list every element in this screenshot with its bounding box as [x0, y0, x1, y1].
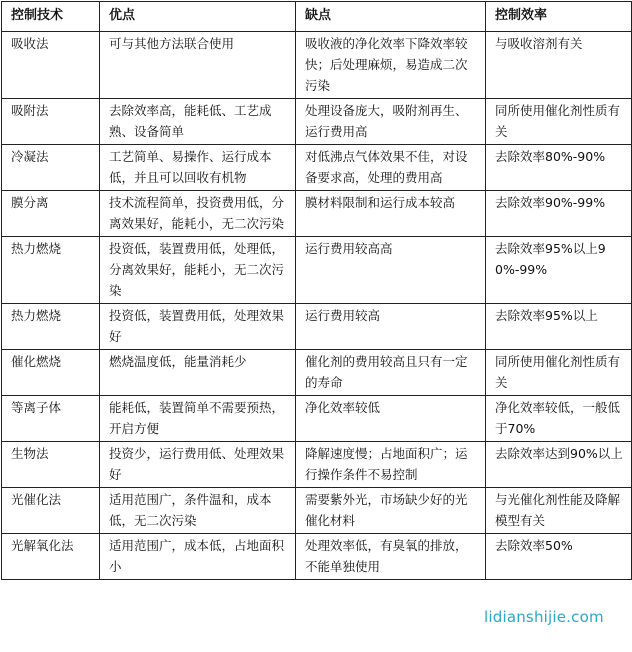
row-cons-cell: 需要紫外光，市场缺少好的光催化材料 — [296, 488, 486, 534]
watermark-text: lidianshijie.com — [484, 608, 604, 626]
table-row — [2, 32, 632, 99]
row-tech-cell: 吸附法 — [2, 99, 100, 145]
header-row — [2, 2, 632, 32]
row-tech-cell: 吸收法 — [2, 32, 100, 99]
row-efficiency-cell: 去除效率50% — [486, 534, 632, 580]
row-efficiency-cell: 去除效率90%-99% — [486, 191, 632, 237]
row-efficiency-cell: 净化效率较低，一般低于70% — [486, 396, 632, 442]
row-cons-cell: 降解速度慢；占地面积广；运行操作条件不易控制 — [296, 442, 486, 488]
row-cons-cell: 对低沸点气体效果不佳，对设备要求高，处理的费用高 — [296, 145, 486, 191]
row-cons-cell: 处理设备庞大，吸附剂再生、运行费用高 — [296, 99, 486, 145]
row-tech-cell: 等离子体 — [2, 396, 100, 442]
header-pros: 优点 — [100, 2, 296, 32]
row-pros-cell: 投资少，运行费用低、处理效果好 — [100, 442, 296, 488]
row-tech-cell: 生物法 — [2, 442, 100, 488]
row-tech-cell: 催化燃烧 — [2, 350, 100, 396]
row-pros-cell: 投资低，装置费用低，处理低，分离效果好，能耗小，无二次污染 — [100, 237, 296, 304]
row-pros-cell: 可与其他方法联合使用 — [100, 32, 296, 99]
row-efficiency-cell: 去除效率达到90%以上 — [486, 442, 632, 488]
row-cons-cell: 净化效率较低 — [296, 396, 486, 442]
row-pros-cell: 技术流程简单，投资费用低，分离效果好，能耗小，无二次污染 — [100, 191, 296, 237]
row-pros-cell: 适用范围广，条件温和，成本低，无二次污染 — [100, 488, 296, 534]
table-row — [2, 488, 632, 534]
row-efficiency-cell: 同所使用催化剂性质有关 — [486, 350, 632, 396]
row-efficiency-cell: 去除效率80%-90% — [486, 145, 632, 191]
row-efficiency-cell: 去除效率95%以上 — [486, 304, 632, 350]
header-efficiency: 控制效率 — [486, 2, 632, 32]
row-cons-cell: 运行费用较高 — [296, 304, 486, 350]
table-row — [2, 237, 632, 304]
row-pros-cell: 适用范围广，成本低，占地面积小 — [100, 534, 296, 580]
table-row — [2, 145, 632, 191]
row-pros-cell: 能耗低，装置简单不需要预热，开启方便 — [100, 396, 296, 442]
row-tech-cell: 冷凝法 — [2, 145, 100, 191]
row-tech-cell: 光解氧化法 — [2, 534, 100, 580]
table-row — [2, 99, 632, 145]
row-cons-cell: 运行费用较高高 — [296, 237, 486, 304]
row-efficiency-cell: 去除效率95%以上90%-99% — [486, 237, 632, 304]
row-pros-cell: 工艺简单、易操作、运行成本低，并且可以回收有机物 — [100, 145, 296, 191]
row-efficiency-cell: 与光催化剂性能及降解模型有关 — [486, 488, 632, 534]
header-cons: 缺点 — [296, 2, 486, 32]
row-cons-cell: 处理效率低，有臭氧的排放，不能单独使用 — [296, 534, 486, 580]
table-row — [2, 350, 632, 396]
table-row — [2, 442, 632, 488]
row-efficiency-cell: 与吸收溶剂有关 — [486, 32, 632, 99]
row-cons-cell: 催化剂的费用较高且只有一定的寿命 — [296, 350, 486, 396]
control-tech-table — [1, 1, 632, 580]
row-tech-cell: 光催化法 — [2, 488, 100, 534]
header-tech: 控制技术 — [2, 2, 100, 32]
row-cons-cell: 膜材料限制和运行成本较高 — [296, 191, 486, 237]
row-efficiency-cell: 同所使用催化剂性质有关 — [486, 99, 632, 145]
table-row — [2, 304, 632, 350]
row-tech-cell: 膜分离 — [2, 191, 100, 237]
row-pros-cell: 投资低，装置费用低，处理效果好 — [100, 304, 296, 350]
row-pros-cell: 去除效率高，能耗低、工艺成熟、设备简单 — [100, 99, 296, 145]
table-row — [2, 191, 632, 237]
table-row — [2, 534, 632, 580]
row-cons-cell: 吸收液的净化效率下降效率较快；后处理麻烦，易造成二次污染 — [296, 32, 486, 99]
row-tech-cell: 热力燃烧 — [2, 304, 100, 350]
table-row — [2, 396, 632, 442]
row-pros-cell: 燃烧温度低，能量消耗少 — [100, 350, 296, 396]
row-tech-cell: 热力燃烧 — [2, 237, 100, 304]
